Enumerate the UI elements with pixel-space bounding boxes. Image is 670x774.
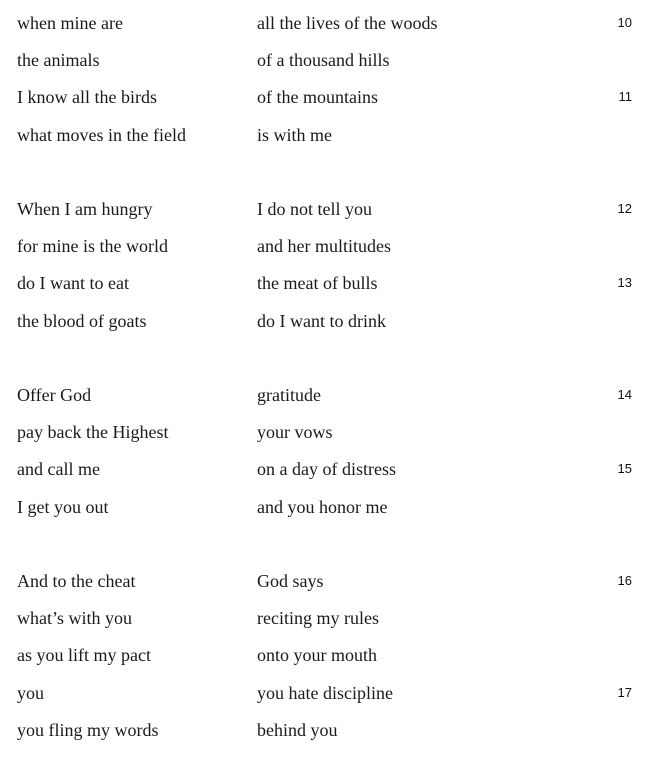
poem-line: [0, 458, 670, 495]
line-right-text: and her multitudes: [257, 236, 391, 257]
poem-line: [0, 272, 670, 309]
poem-line: [0, 198, 670, 235]
line-left-text: pay back the Highest: [17, 422, 169, 443]
poem-line: [0, 682, 670, 719]
line-left-text: as you lift my pact: [17, 645, 151, 666]
poem-line: [0, 384, 670, 421]
line-right-text: is with me: [257, 124, 332, 145]
stanza-2: [0, 198, 670, 347]
line-right-text: do I want to drink: [257, 310, 386, 331]
poem-line: [0, 644, 670, 681]
verse-number: 11: [618, 89, 632, 105]
line-left-text: when mine are: [17, 13, 123, 33]
poem-line: [0, 496, 670, 533]
line-right-text: God says: [257, 571, 324, 591]
line-left-text: the blood of goats: [17, 310, 147, 331]
line-left-text: do I want to eat: [17, 273, 129, 294]
line-left-text: When I am hungry: [17, 199, 153, 219]
line-left-text: for mine is the world: [17, 236, 168, 257]
verse-number: 17: [617, 684, 632, 700]
verse-number: 10: [617, 15, 632, 30]
line-left-text: what’s with you: [17, 608, 132, 629]
line-left-text: and call me: [17, 459, 100, 480]
line-left-text: you fling my words: [17, 719, 159, 740]
poem-line: [0, 570, 670, 607]
line-left-text: I get you out: [17, 496, 109, 517]
verse-number: 13: [617, 275, 632, 291]
line-right-text: onto your mouth: [257, 645, 377, 666]
line-right-text: of a thousand hills: [257, 50, 390, 71]
line-right-text: your vows: [257, 422, 333, 443]
line-right-text: all the lives of the woods: [257, 13, 438, 33]
line-left-text: I know all the birds: [17, 87, 157, 108]
poem-line: [0, 719, 670, 756]
line-right-text: gratitude: [257, 385, 321, 405]
line-right-text: I do not tell you: [257, 199, 372, 219]
stanza-1: [0, 12, 670, 161]
poem-line: [0, 607, 670, 644]
line-right-text: on a day of distress: [257, 459, 396, 480]
stanza-4: [0, 570, 670, 756]
verse-number: 14: [617, 387, 632, 402]
line-right-text: the meat of bulls: [257, 273, 378, 294]
line-left-text: And to the cheat: [17, 571, 136, 591]
line-right-text: behind you: [257, 719, 338, 740]
line-left-text: the animals: [17, 50, 100, 71]
line-right-text: and you honor me: [257, 496, 388, 517]
line-left-text: what moves in the field: [17, 124, 186, 145]
poem-line: [0, 86, 670, 123]
poem-line: [0, 310, 670, 347]
poem-line: [0, 421, 670, 458]
line-right-text: reciting my rules: [257, 608, 379, 629]
line-left-text: you: [17, 682, 44, 703]
poem-line: [0, 12, 670, 49]
poem-line: [0, 49, 670, 86]
line-right-text: you hate discipline: [257, 682, 393, 703]
verse-number: 15: [617, 461, 632, 477]
stanza-3: [0, 384, 670, 533]
verse-number: 12: [617, 201, 632, 216]
poem-line: [0, 124, 670, 161]
line-left-text: Offer God: [17, 385, 92, 405]
verse-number: 16: [617, 573, 632, 588]
poem-line: [0, 235, 670, 272]
line-right-text: of the mountains: [257, 87, 378, 108]
